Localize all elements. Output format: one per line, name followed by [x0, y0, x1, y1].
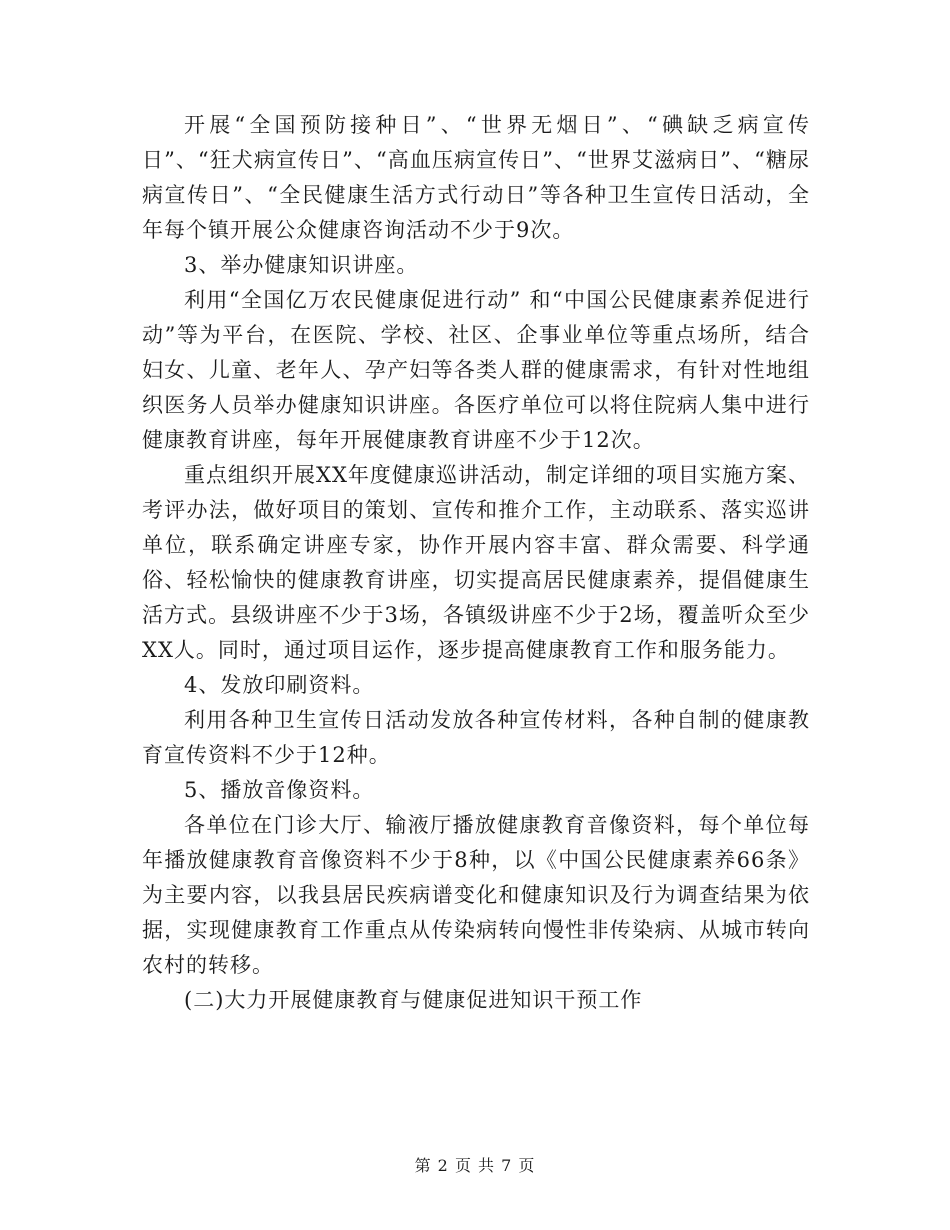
paragraph-health-days: 开展“全国预防接种日”、“世界无烟日”、“碘缺乏病宣传日”、“狂犬病宣传日”、“高血压病宣传日”、“世界艾滋病日”、“糖尿病宣传日”、“全民健康生活方式行动日”等各种卫生宣传日活动，全年每个镇开展公众健康咨询活动不少于9次。 — [142, 113, 810, 242]
paragraph-print-materials: 利用各种卫生宣传日活动发放各种宣传材料，各种自制的健康教育宣传资料不少于12种。 — [142, 708, 810, 767]
heading-print-materials: 4、发放印刷资料。 — [184, 673, 375, 697]
heading-health-lectures: 3、举办健康知识讲座。 — [184, 253, 419, 277]
paragraph-lectures-platform: 利用“全国亿万农民健康促进行动” 和“中国公民健康素养促进行动”等为平台，在医院、学校、社区、企事业单位等重点场所，结合妇女、儿童、老年人、孕产妇等各类人群的健康需求，有针对性地组织医务人员举办健康知识讲座。各医疗单位可以将住院病人集中进行健康教育讲座，每年开展健康教育讲座不少于12次。 — [142, 288, 810, 452]
section-heading-intervention: (二)大力开展健康教育与健康促进知识干预工作 — [184, 988, 643, 1012]
page-number-footer: 第 2 页 共 7 页 — [414, 1156, 536, 1175]
heading-av-materials: 5、播放音像资料。 — [184, 778, 375, 802]
paragraph-health-tour: 重点组织开展XX年度健康巡讲活动，制定详细的项目实施方案、考评办法，做好项目的策划、宣传和推介工作，主动联系、落实巡讲单位，联系确定讲座专家，协作开展内容丰富、群众需要、科学通俗、轻松愉快的健康教育讲座，切实提高居民健康素养，提倡健康生活方式。县级讲座不少于3场，各镇级讲座不少于2场，覆盖听众至少XX人。同时，通过项目运作，逐步提高健康教育工作和服务能力。 — [142, 463, 810, 662]
paragraph-av-materials: 各单位在门诊大厅、输液厅播放健康教育音像资料，每个单位每年播放健康教育音像资料不少于8种，以《中国公民健康素养66条》为主要内容，以我县居民疾病谱变化和健康知识及行为调查结果为依据，实现健康教育工作重点从传染病转向慢性非传染病、从城市转向农村的转移。 — [142, 813, 810, 977]
body-text — [142, 108, 810, 1018]
